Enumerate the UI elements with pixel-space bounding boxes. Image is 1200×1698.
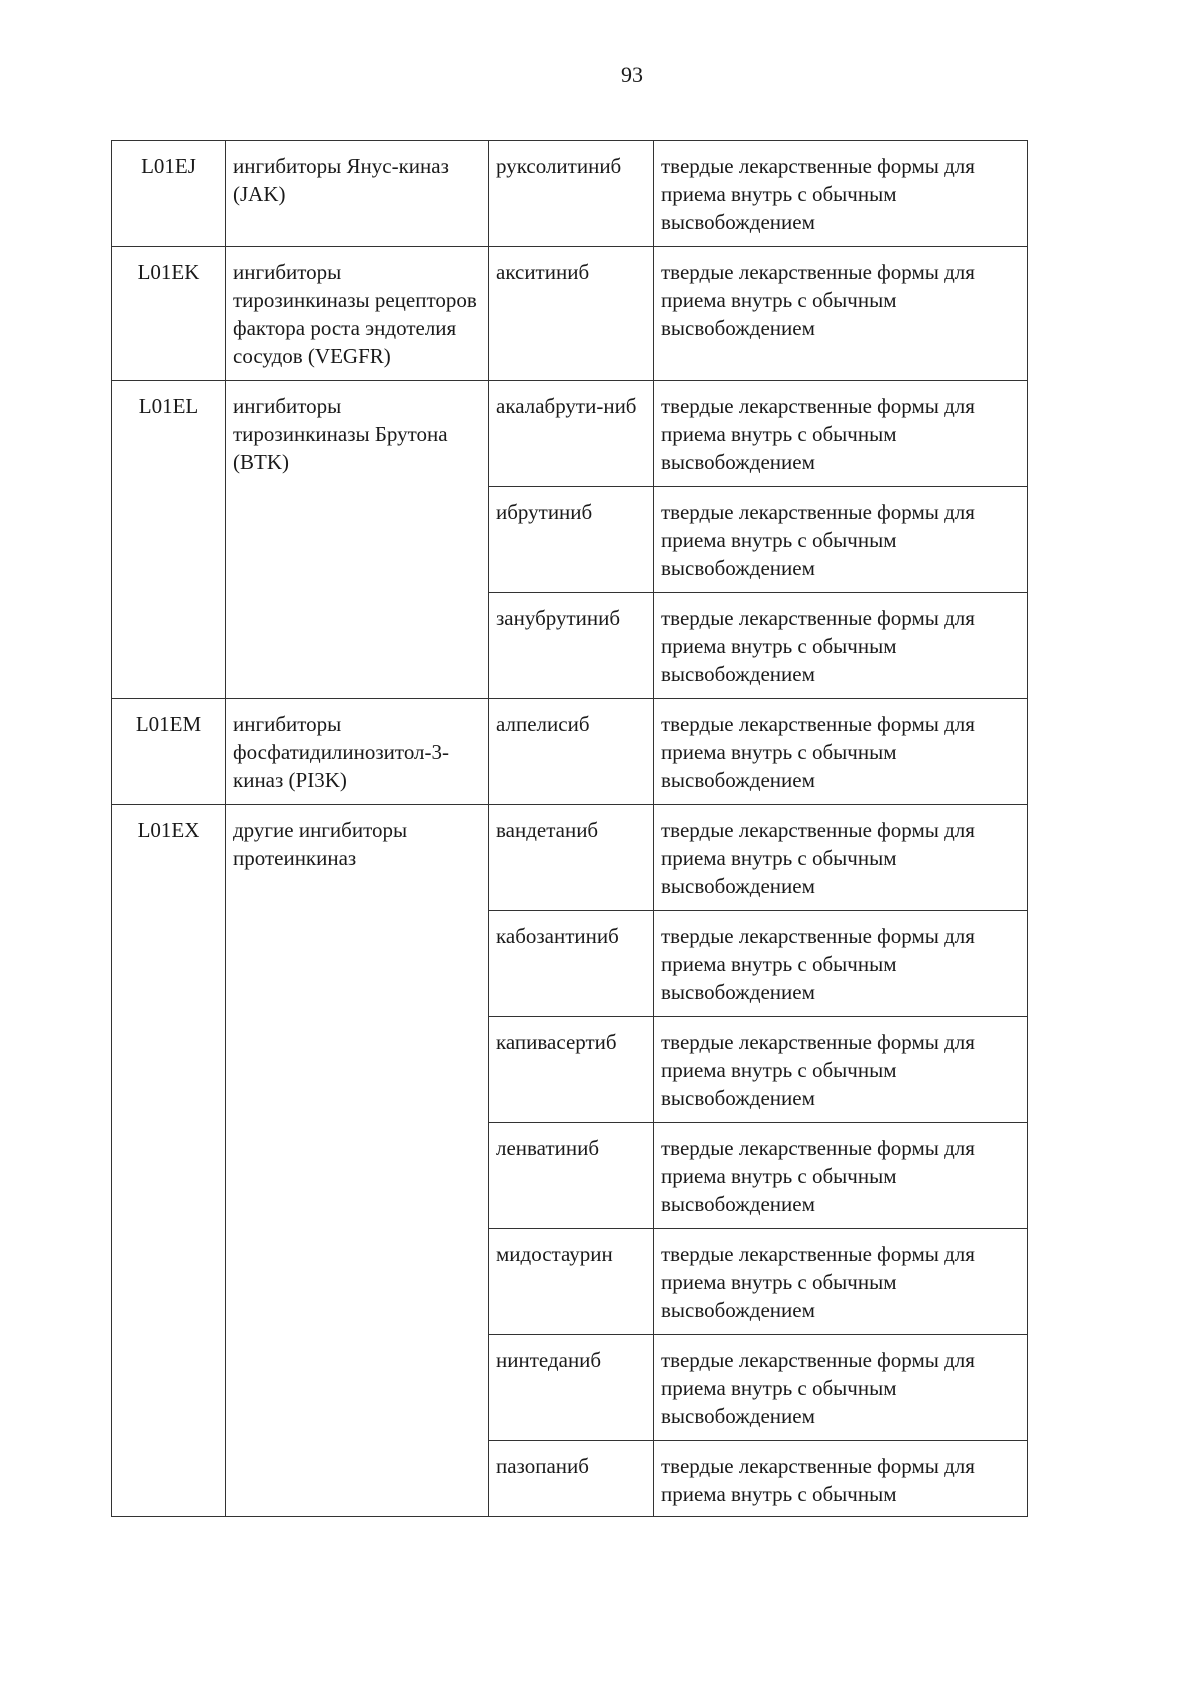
drug-name-cell: пазопаниб (489, 1441, 654, 1517)
dosage-form-cell: твердые лекарственные формы для приема внутрь с обычным высвобождением (654, 247, 1028, 381)
drug-name-cell: руксолитиниб (489, 141, 654, 247)
atc-code-cell: L01EX (112, 805, 226, 1517)
drug-name-cell: занубрутиниб (489, 593, 654, 699)
atc-code-cell: L01EM (112, 699, 226, 805)
drug-name-cell: алпелисиб (489, 699, 654, 805)
drug-name-cell: акалабрути-ниб (489, 381, 654, 487)
dosage-form-cell: твердые лекарственные формы для приема внутрь с обычным высвобождением (654, 487, 1028, 593)
table-row (112, 247, 1028, 381)
dosage-form-cell: твердые лекарственные формы для приема внутрь с обычным высвобождением (654, 1335, 1028, 1441)
drug-name-cell: ленватиниб (489, 1123, 654, 1229)
drug-group-cell: ингибиторы тирозинкиназы Брутона (BTK) (226, 381, 489, 699)
drug-name-cell: ибрутиниб (489, 487, 654, 593)
drug-group-cell: ингибиторы фосфатидилинозитол-3-киназ (PI3K) (226, 699, 489, 805)
drug-group-cell: ингибиторы Янус-киназ (JAK) (226, 141, 489, 247)
dosage-form-cell: твердые лекарственные формы для приема внутрь с обычным высвобождением (654, 805, 1028, 911)
dosage-form-cell: твердые лекарственные формы для приема внутрь с обычным (654, 1441, 1028, 1517)
dosage-form-cell: твердые лекарственные формы для приема внутрь с обычным высвобождением (654, 699, 1028, 805)
drug-name-cell: акситиниб (489, 247, 654, 381)
drug-classification-table (111, 140, 1028, 1517)
drug-group-cell: другие ингибиторы протеинкиназ (226, 805, 489, 1517)
drug-name-cell: нинтеданиб (489, 1335, 654, 1441)
table-row (112, 805, 1028, 911)
atc-code-cell: L01EJ (112, 141, 226, 247)
table-row (112, 141, 1028, 247)
dosage-form-cell: твердые лекарственные формы для приема внутрь с обычным высвобождением (654, 1017, 1028, 1123)
dosage-form-cell: твердые лекарственные формы для приема внутрь с обычным высвобождением (654, 141, 1028, 247)
dosage-form-cell: твердые лекарственные формы для приема внутрь с обычным высвобождением (654, 593, 1028, 699)
table-row (112, 381, 1028, 487)
atc-code-cell: L01EK (112, 247, 226, 381)
drug-name-cell: мидостаурин (489, 1229, 654, 1335)
dosage-form-cell: твердые лекарственные формы для приема внутрь с обычным высвобождением (654, 381, 1028, 487)
atc-code-cell: L01EL (112, 381, 226, 699)
table-row (112, 699, 1028, 805)
drug-name-cell: вандетаниб (489, 805, 654, 911)
dosage-form-cell: твердые лекарственные формы для приема внутрь с обычным высвобождением (654, 1123, 1028, 1229)
drug-name-cell: капивасертиб (489, 1017, 654, 1123)
page-number: 93 (621, 62, 643, 87)
dosage-form-cell: твердые лекарственные формы для приема внутрь с обычным высвобождением (654, 1229, 1028, 1335)
dosage-form-cell: твердые лекарственные формы для приема внутрь с обычным высвобождением (654, 911, 1028, 1017)
drug-group-cell: ингибиторы тирозинкиназы рецепторов фактора роста эндотелия сосудов (VEGFR) (226, 247, 489, 381)
drug-name-cell: кабозантиниб (489, 911, 654, 1017)
